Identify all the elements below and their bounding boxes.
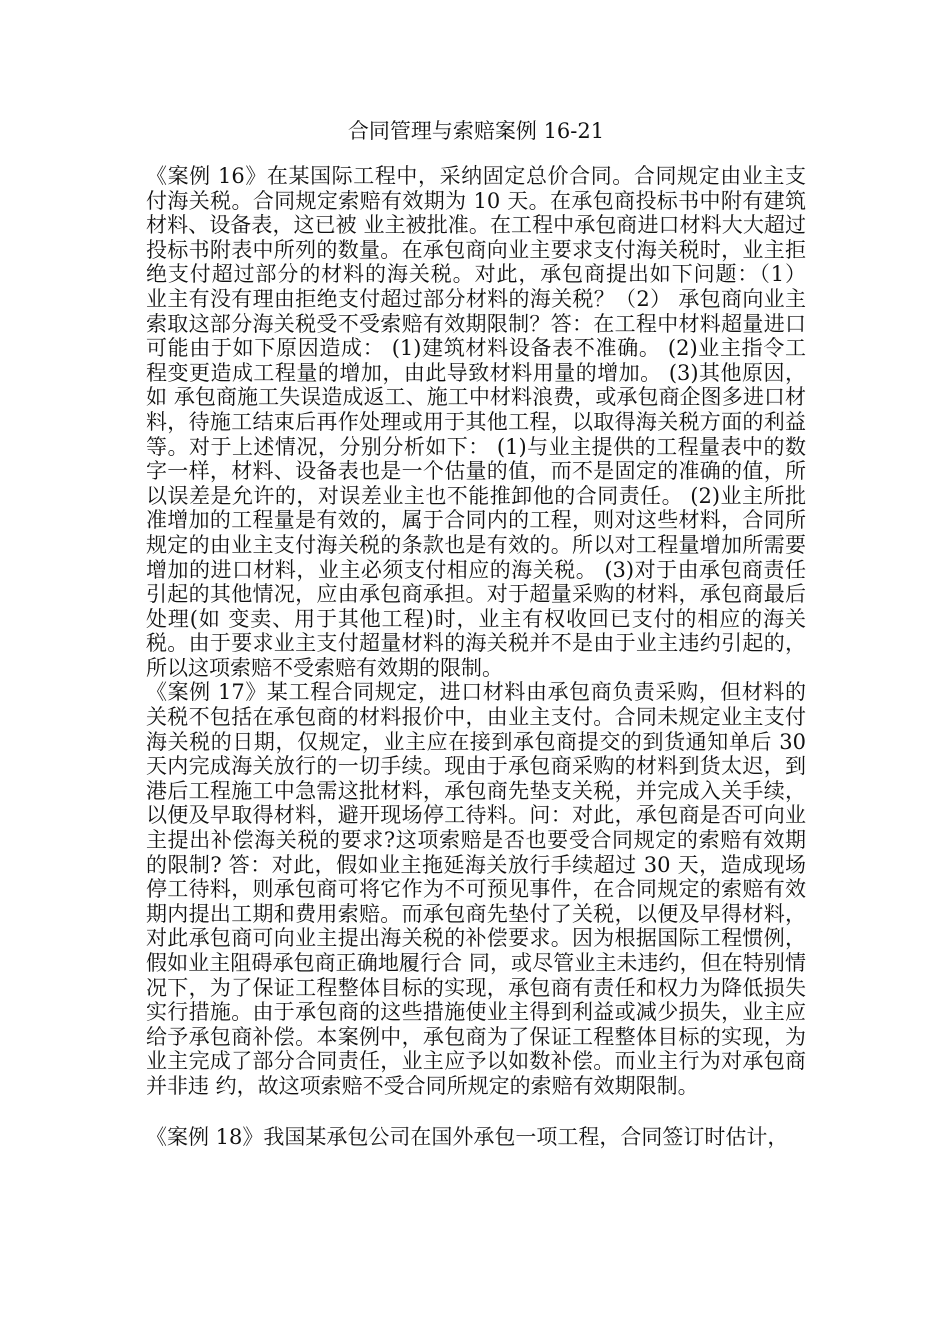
paragraph-gap	[146, 1099, 806, 1125]
case-18-paragraph: 《案例 18》我国某承包公司在国外承包一项工程，合同签订时估计，	[146, 1124, 789, 1149]
case-16-paragraph: 《案例 16》在某国际工程中，采纳固定总价合同。合同规定由业主支付海关税。合同规定索赔有效期为 10 天。在承包商投标书中附有建筑材料、设备表，这已被 业主被批准。在工程中承包商进口材料大大超过投标书附表中所列的数量。在承包商向业主要求支付海关税时，业主拒绝支付超过部分的材料的海关税。对此，承包商提出如下问题：（1） 业主有没有理由拒绝支付超过部分材料的海关税？（2） 承包商向业主索取这部分海关税受不受索赔有效期限制？答：在工程中材料超量进口可能由于如下原因造成： (1)建筑材料设备表不准确。 (2)业主指令工程变更造成工程量的增加，由此导致材料用量的增加。 (3)其他原因，如 承包商施工失误造成返工、施工中材料浪费，或承包商企图多进口材料，待施工结束后再作处理或用于其他工程，以取得海关税方面的利益等。对于上述情况，分别分析如下： (1)与业主提供的工程量表中的数字一样，材料、设备表也是一个估量的值，而不是固定的准确的值，所以误差是允许的，对误差业主也不能推卸他的合同责任。 (2)业主所批准增加的工程量是有效的，属于合同内的工程，则对这些材料，合同所规定的由业主支付海关税的条款也是有效的。所以对工程量增加所需要增加的进口材料，业主必须支付相应的海关税。 (3)对于由承包商责任引起的其他情况，应由承包商承担。对于超量采购的材料，承包商最后处理(如 变卖、用于其他工程)时，业主有权收回已支付的相应的海关税。由于要求业主支付超量材料的海关税并不是由于业主违约引起的，所以这项索赔不受索赔有效期的限制。	[146, 164, 806, 680]
document-title: 合同管理与索赔案例 16-21	[347, 119, 605, 143]
document-page	[146, 118, 806, 1149]
case-17-paragraph: 《案例 17》某工程合同规定，进口材料由承包商负责采购，但材料的关税不包括在承包商的材料报价中，由业主支付。合同未规定业主支付海关税的日期，仅规定，业主应在接到承包商提交的到货通知单后 30 天内完成海关放行的一切手续。现由于承包商采购的材料到货太迟，到港后工程施工中急需这批材料，承包商先垫支关税，并完成入关手续，以便及早取得材料，避开现场停工待料。问：对此，承包商是否可向业主提出补偿海关税的要求?这项索赔是否也要受合同规定的索赔有效期的限制? 答：对此，假如业主拖延海关放行手续超过 30 天，造成现场停工待料，则承包商可将它作为不可预见事件，在合同规定的索赔有效期内提出工期和费用索赔。而承包商先垫付了关税，以便及早得材料，对此承包商可向业主提出海关税的补偿要求。因为根据国际工程惯例，假如业主阻碍承包商正确地履行合 同，或尽管业主未违约，但在特别情况下，为了保证工程整体目标的实现，承包商有责任和权力为降低损失实行措施。由于承包商的这些措施使业主得到利益或减少损失，业主应给予承包商补偿。本案例中，承包商为了保证工程整体目标的实现，为业主完成了部分合同责任，业主应予以如数补偿。而业主行为对承包商并非违 约，故这项索赔不受合同所规定的索赔有效期限制。	[146, 680, 806, 1098]
